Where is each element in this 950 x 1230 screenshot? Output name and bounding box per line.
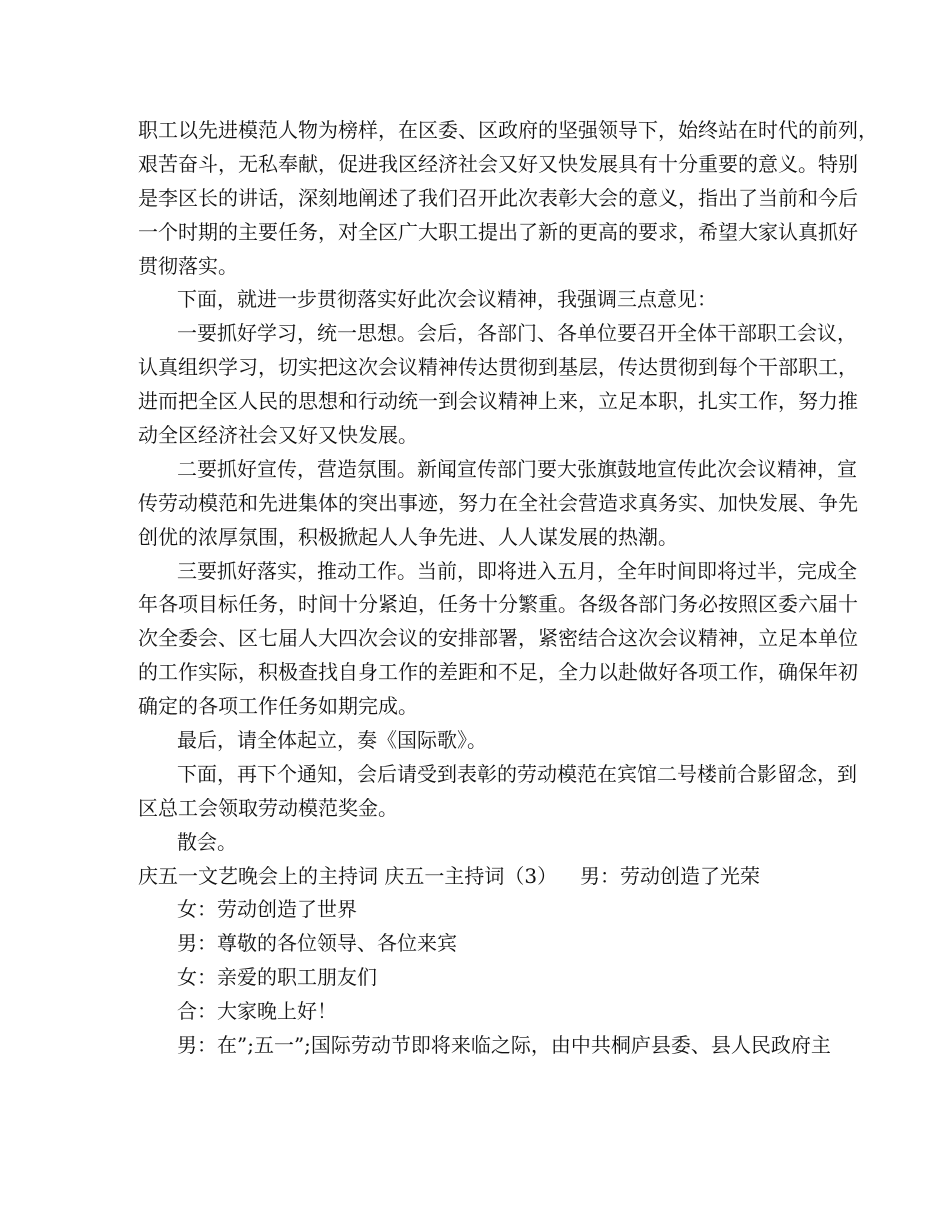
text-line: 职工以先进模范人物为榜样，在区委、区政府的坚强领导下，始终站在时代的前列， [138, 118, 878, 142]
text-line: 艰苦奋斗，无私奉献，促进我区经济社会又好又快发展具有十分重要的意义。特别 [138, 151, 858, 176]
text-line: 最后，请全体起立，奏《国际歌》。 [177, 728, 487, 753]
text-line: 一个时期的主要任务，对全区广大职工提出了新的更高的要求，希望大家认真抓好 [138, 219, 858, 244]
text-line: 年各项目标任务，时间十分紧迫，任务十分繁重。各级各部门务必按照区委六届十 [138, 592, 858, 617]
paragraph-point-publicity [138, 453, 858, 555]
dialogue-line: 男：尊敬的各位领导、各位来宾 [177, 931, 457, 956]
dialogue-block [138, 893, 831, 1062]
text-line: 下面，就进一步贯彻落实好此次会议精神，我强调三点意见： [177, 287, 717, 312]
text-line: 进而把全区人民的思想和行动统一到会议精神上来，立足本职，扎实工作，努力推 [138, 389, 858, 414]
text-line: 创优的浓厚氛围，积极掀起人人争先进、人人谋发展的热潮。 [138, 524, 678, 549]
dialogue-line: 合：大家晚上好！ [177, 999, 337, 1024]
paragraph-anthem [138, 724, 828, 758]
dialogue-line-male: 男：劳动创造了光荣 [580, 863, 760, 888]
text-line: 确定的各项工作任务如期完成。 [138, 694, 418, 719]
paragraph-meeting-significance [138, 114, 878, 283]
dialogue-line: 女：亲爱的职工朋友们 [177, 965, 377, 990]
document-body [138, 114, 878, 1063]
text-line: 区总工会领取劳动模范奖金。 [138, 795, 398, 820]
text-line: 的工作实际，积极查找自身工作的差距和不足，全力以赴做好各项工作，确保年初 [138, 660, 858, 685]
text-line: 一要抓好学习，统一思想。会后，各部门、各单位要召开全体干部职工会议， [177, 321, 857, 346]
paragraph-three-points-intro [138, 283, 828, 317]
text-line: 传劳动模范和先进集体的突出事迹，努力在全社会营造求真务实、加快发展、争先 [138, 490, 858, 515]
text-line: 下面，再下个通知，会后请受到表彰的劳动模范在宾馆二号楼前合影留念，到 [177, 761, 857, 786]
paragraph-notice [138, 758, 857, 826]
dialogue-line: 女：劳动创造了世界 [177, 897, 357, 922]
text-line: 次全委会、区七届人大四次会议的安排部署，紧密结合这次会议精神，立足本单位 [138, 626, 858, 651]
text-line: 散会。 [177, 829, 237, 854]
section-title: 庆五一文艺晚会上的主持词 庆五一主持词（3） [138, 863, 558, 888]
text-line: 是李区长的讲话，深刻地阐述了我们召开此次表彰大会的意义，指出了当前和今后 [138, 185, 858, 210]
paragraph-adjourn [138, 826, 828, 860]
text-line: 二要抓好宣传，营造氛围。新闻宣传部门要大张旗鼓地宣传此次会议精神，宣 [177, 456, 857, 481]
text-line: 动全区经济社会又好又快发展。 [138, 423, 418, 448]
dialogue-line: 男：在”;五一”;国际劳动节即将来临之际，由中共桐庐县委、县人民政府主 [177, 1033, 831, 1058]
paragraph-point-study [138, 317, 858, 453]
text-line: 三要抓好落实，推动工作。当前，即将进入五月，全年时间即将过半，完成全 [177, 558, 857, 583]
text-line: 贯彻落实。 [138, 253, 238, 278]
text-line: 认真组织学习，切实把这次会议精神传达贯彻到基层，传达贯彻到每个干部职工， [138, 355, 858, 380]
paragraph-point-implementation [138, 555, 858, 724]
section-heading [138, 860, 828, 894]
